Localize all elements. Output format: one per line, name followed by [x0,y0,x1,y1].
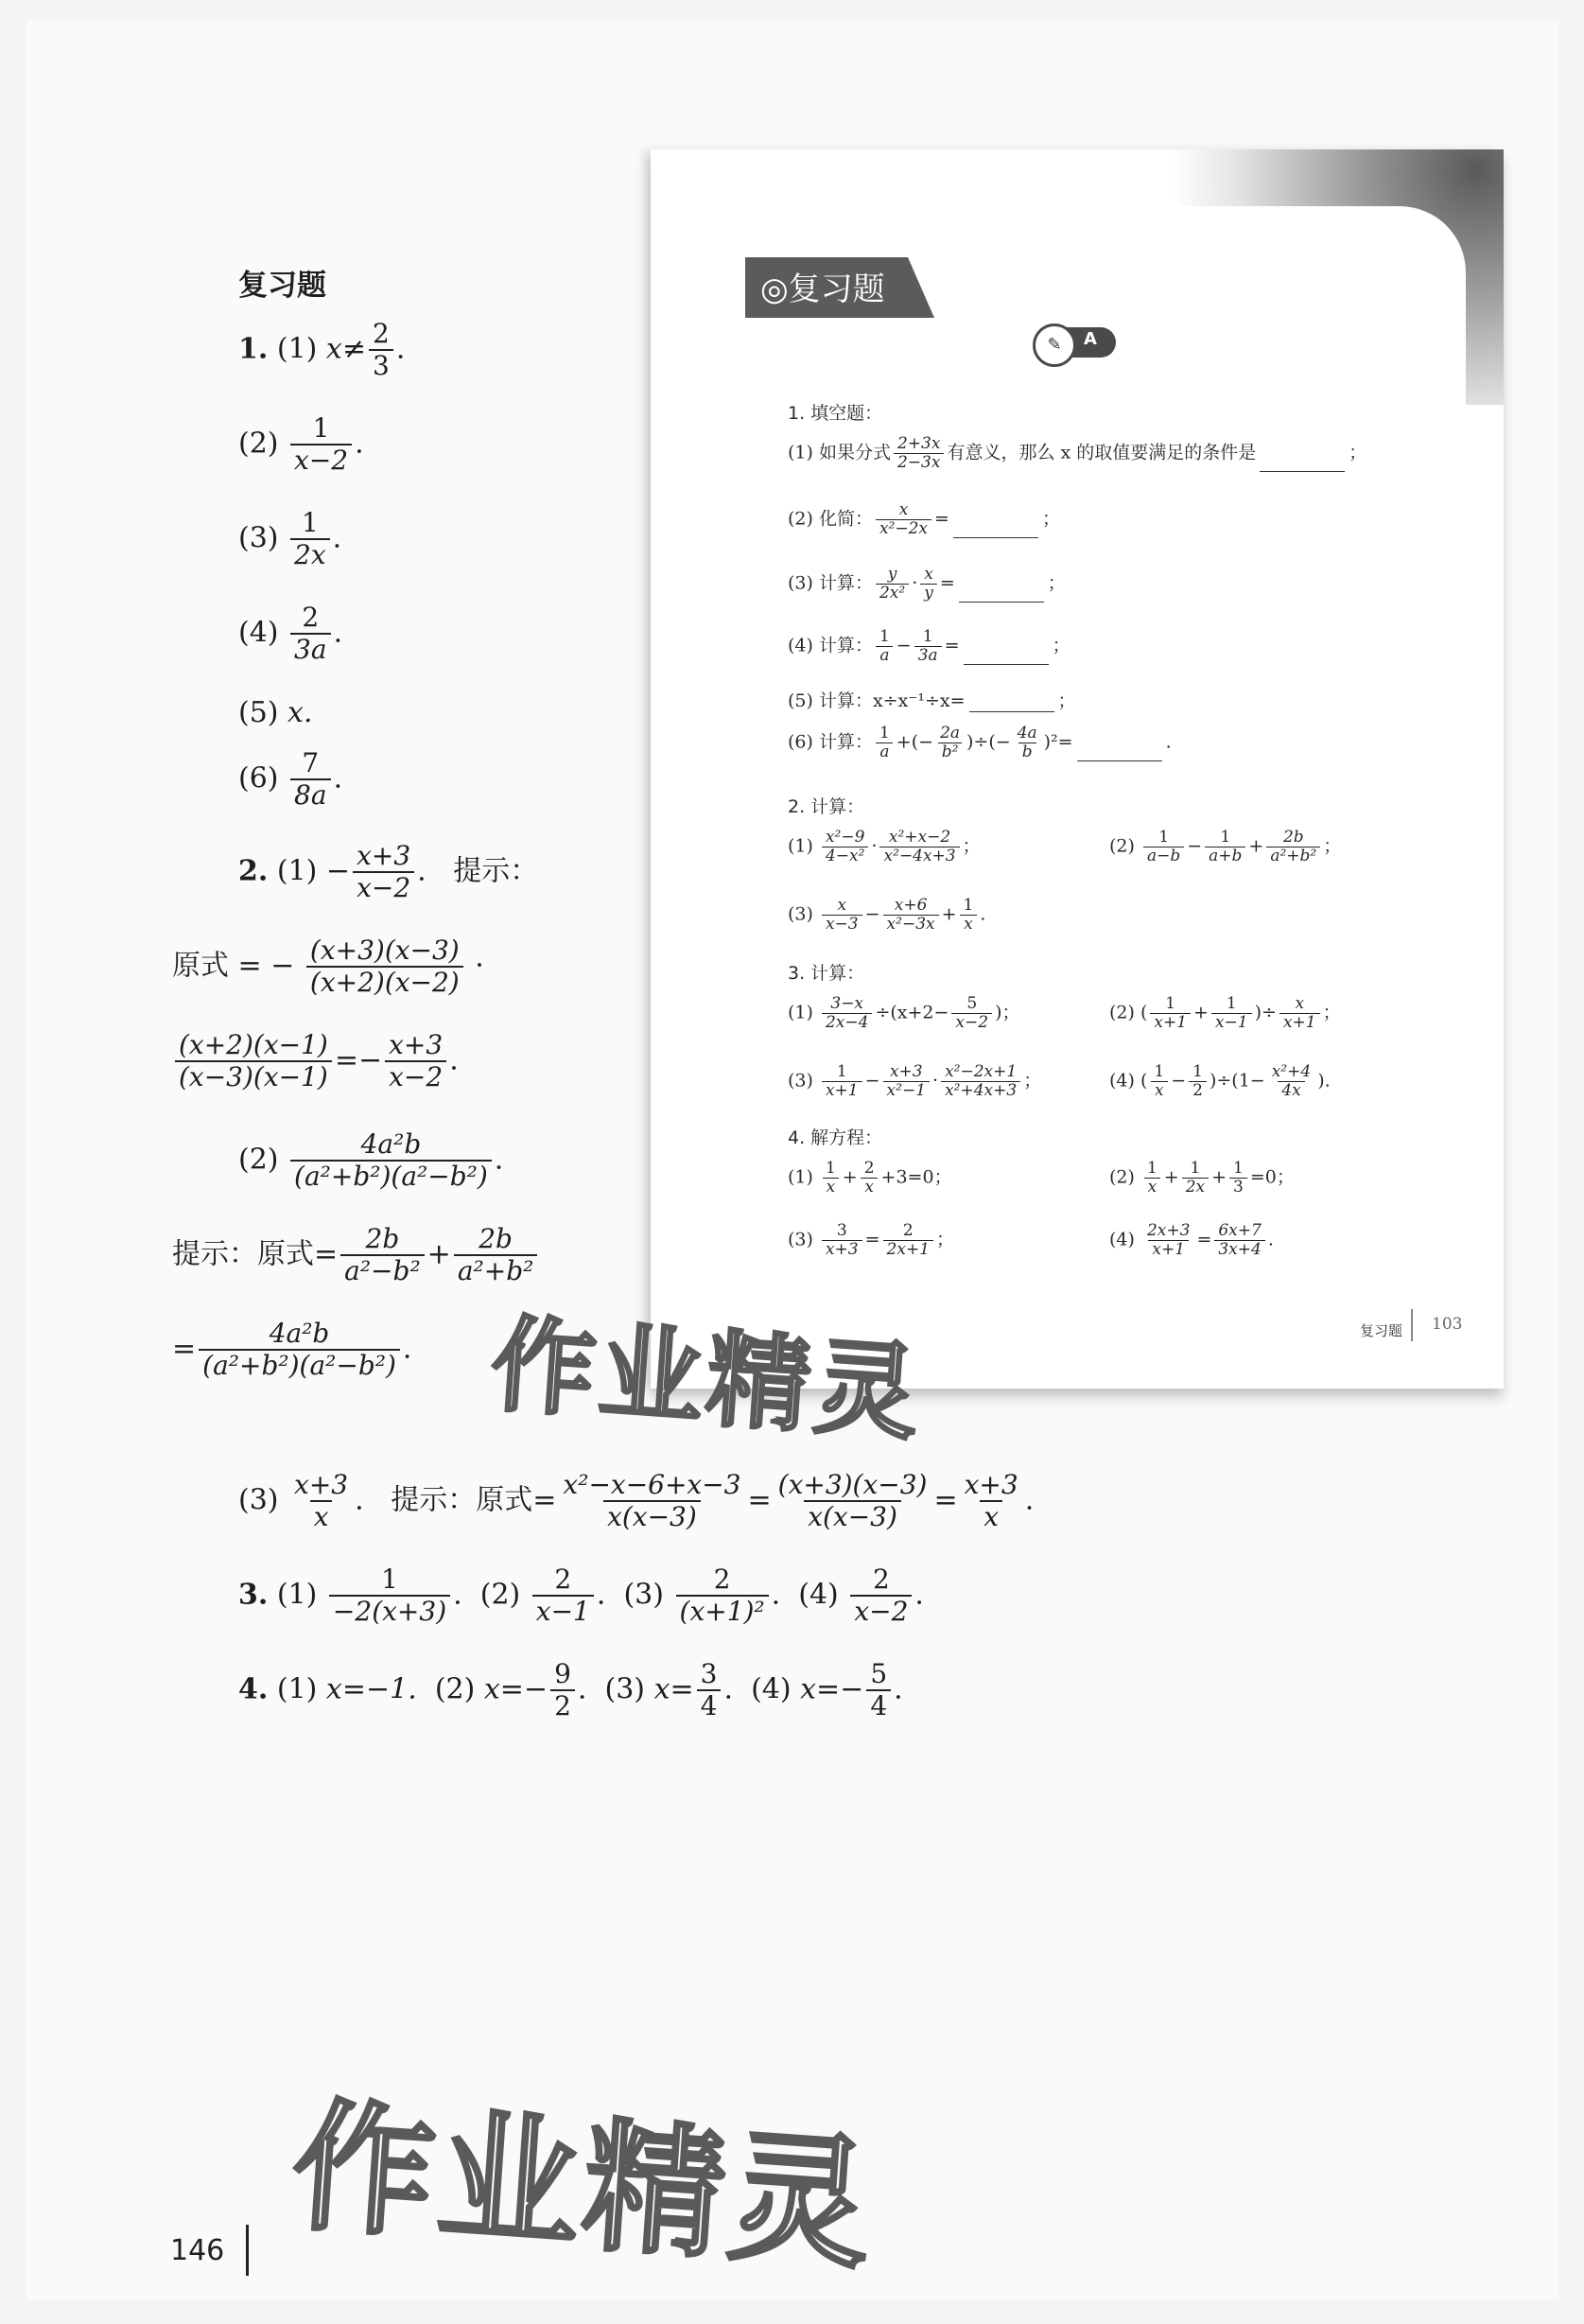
inset-q3-3: (3) $\frac{1}{x+1}$ − $\frac{x+3}{\text{x²−1}}$ · $\frac{\text{x²−2x+1}}{\text{x²+4x+3}}$ ； [788,1062,1042,1100]
answer-2-3: (3) $\frac{x+3}{x}$ . 提示：原式= $\frac{\text{x²−x−6+x−3}}{x(x-3)}$ = $\frac{(x+3)(x-3)}{x(x-3)}$ = $\frac{x+3}{x}$ . [238,1469,1035,1532]
notebook-icon: ✎ [1033,323,1076,367]
inset-q1-3: (3) 计算： $\frac{y}{\text{2x²}}$ · $\frac{x}{y}$ = ； [788,565,1066,603]
answer-2-2: (2) $\frac{\text{4a²b}}{\text{(a²+b²)(a²−b²)}}$ . [238,1128,504,1192]
inset-q1-1: (1) 如果分式 $\frac{2+3x}{2-3x}$ 有意义，那么 x 的取值要满足的条件是 ； [788,434,1367,472]
inset-q2-2: (2) $\frac{1}{a-b}$ − $\frac{1}{a+b}$ + $\frac{2b}{\text{a²+b²}}$ ； [1109,828,1342,865]
answer-1-6: (6) $\frac{7}{8a}$ . [238,747,343,811]
answer-3: 3. (1) $\frac{1}{-2(x+3)}$ . (2) $\frac{2}{x-1}$ . (3) $\frac{2}{\text{(x+1)²}}$ . (4) $\frac{2}{x-2}$ . [238,1564,924,1627]
inset-q1-4: (4) 计算： $\frac{1}{a}$ − $\frac{1}{3a}$ = ； [788,627,1071,665]
inset-footer-divider [1411,1309,1413,1341]
answer-2-2-hint: 提示：原式= $\frac{2b}{\text{a²−b²}}$ + $\frac{2b}{\text{a²+b²}}$ [172,1225,540,1286]
inset-q1-2: (2) 化简： $\frac{x}{\text{x²−2x}}$ = ； [788,500,1060,538]
answer-1-1: 1. (1) x≠ $\frac{2}{3}$ . [238,318,406,381]
answer-2-1: 2. (1) − $\frac{x+3}{x-2}$ . 提示： [238,840,539,903]
watermark-logo-bottom: 作业精灵 [287,2084,880,2290]
inset-q2-3: (3) $\frac{x}{x-3}$ − $\frac{x+6}{\text{x²−3x}}$ + $\frac{1}{x}$ . [788,896,986,934]
section-banner-title: ◎复习题 [760,271,885,308]
inset-q3-2: (2) ( $\frac{1}{x+1}$ + $\frac{1}{x-1}$ )÷ $\frac{x}{x+1}$ ； [1109,994,1341,1032]
answer-2-2-hint-result: = $\frac{\text{4a²b}}{\text{(a²+b²)(a²−b²)}}$ . [172,1318,412,1381]
inset-q1-5: (5) 计算：x÷x⁻¹÷x= ； [788,690,1076,711]
inset-q4-2: (2) $\frac{1}{x}$ + $\frac{1}{2x}$ + $\frac{1}{3}$ =0； [1109,1159,1295,1197]
answer-1-4: (4) $\frac{2}{3a}$ . [238,602,343,665]
inset-footer-label: 复习题 [1360,1322,1403,1339]
textbook-page-inset [651,149,1504,1389]
inset-q4-3: (3) $\frac{3}{x+3}$ = $\frac{2}{2x+1}$ ； [788,1221,955,1259]
answer-2-1-work-line2: $\frac{(x+2)(x-1)}{(x-3)(x-1)}$ =− $\frac{x+3}{x-2}$ . [172,1031,459,1092]
inset-q4-head: 4. 解方程： [788,1127,883,1148]
inset-q3-1: (1) $\frac{3-x}{2x-4}$ ÷(x+2− $\frac{5}{x-2}$ )； [788,994,1020,1032]
watermark-logo: 作业精灵 [487,1303,927,1455]
section-title: 复习题 [238,269,326,303]
page-number-divider [246,2225,249,2276]
answer-2-1-work-line1: 原式 = − $\frac{(x+3)(x-3)}{(x+2)(x-2)}$ · [172,935,484,998]
inset-page-number: 103 [1432,1315,1463,1334]
inset-q4-1: (1) $\frac{1}{x}$ + $\frac{2}{x}$ +3=0； [788,1159,952,1197]
decorative-corner-mask [1106,206,1466,774]
inset-q3-4: (4) ( $\frac{1}{x}$ − $\frac{1}{2}$ )÷(1− $\frac{\text{x²+4}}{4x}$ ). [1109,1062,1331,1100]
answer-1-2: (2) $\frac{1}{x-2}$ . [238,412,364,476]
answer-1-3: (3) $\frac{1}{2x}$ . [238,507,342,570]
inset-q3-head: 3. 计算： [788,963,865,984]
inset-q1-head: 1. 填空题： [788,403,883,424]
answer-4: 4. (1) x=−1. (2) x=− $\frac{9}{2}$ . (3) x= $\frac{3}{4}$ . (4) x=− $\frac{5}{4}$ . [238,1658,903,1721]
inset-q2-1: (1) $\frac{\text{x²−9}}{\text{4−x²}}$ · $\frac{\text{x²+x−2}}{\text{x²−4x+3}}$ ； [788,828,981,865]
inset-q2-head: 2. 计算： [788,796,865,817]
page-number: 146 [170,2234,225,2267]
inset-q1-6: (6) 计算： $\frac{1}{a}$ +(− $\frac{2a}{\text{b²}}$ )÷(− $\frac{4a}{b}$ )²= . [788,724,1172,761]
level-label: A [1084,329,1097,349]
inset-q4-4: (4) $\frac{2x+3}{x+1}$ = $\frac{6x+7}{3x+4}$ . [1109,1221,1274,1259]
answer-1-5: (5) x. [238,696,313,729]
